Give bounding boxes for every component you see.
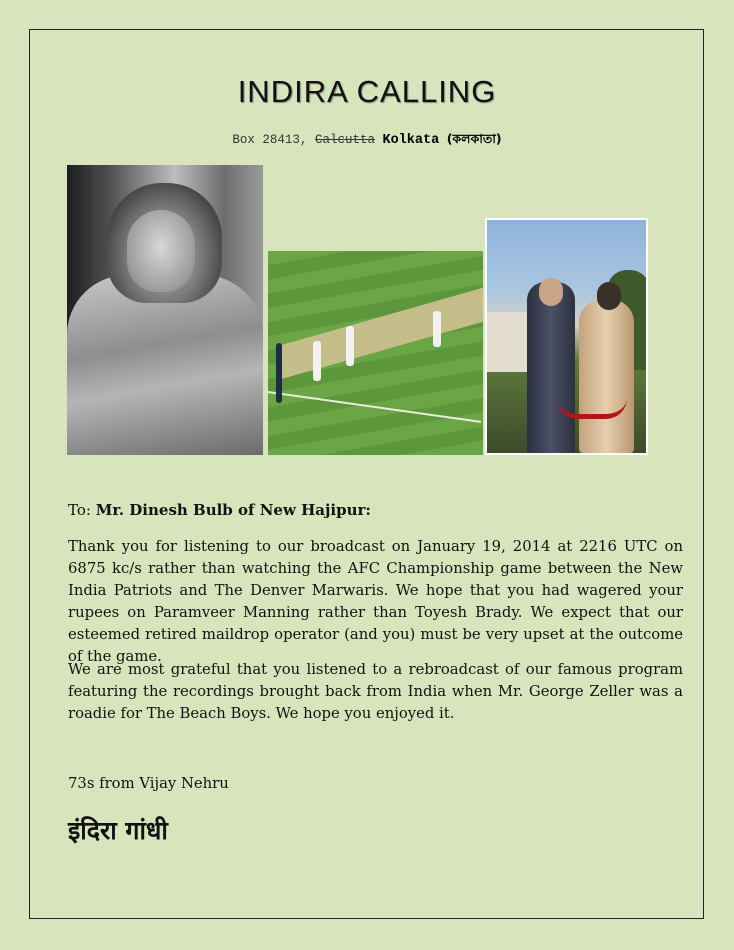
- recipient-line: [68, 501, 371, 519]
- to-label: To:: [68, 501, 91, 519]
- portrait-photo: [67, 165, 263, 455]
- two-figures-photo: [485, 218, 648, 455]
- closing-line: 73s from Vijay Nehru: [68, 775, 229, 792]
- address-old-city: Calcutta: [314, 133, 375, 147]
- address-box: Box 28413,: [232, 133, 308, 147]
- signature: इंदिरा गांधी: [68, 816, 168, 845]
- recipient-name: Mr. Dinesh Bulb of New Hajipur:: [95, 501, 371, 519]
- address-city-bengali: (কলকাতা): [446, 131, 502, 146]
- address-city: Kolkata: [382, 133, 440, 148]
- body-paragraph-2: We are most grateful that you listened to a rebroadcast of our famous program featuring the recordings brought back from India when Mr. George Zeller was a roadie for The Beach Boys. We hope you enjoyed it.: [68, 661, 683, 722]
- cricket-photo: [268, 251, 483, 455]
- letter-title: INDIRA CALLING: [237, 74, 497, 109]
- body-paragraph-1: Thank you for listening to our broadcast on January 19, 2014 at 2216 UTC on 6875 kc/s rather than watching the AFC Championship game between the New India Patriots and The Denver Marwaris. We hope that you had wagered your rupees on Paramveer Manning rather than Toyesh Brady. We expect that our esteemed retired maildrop operator (and you) must be very upset at the outcome of the game.: [68, 538, 683, 665]
- address-line: [0, 131, 734, 151]
